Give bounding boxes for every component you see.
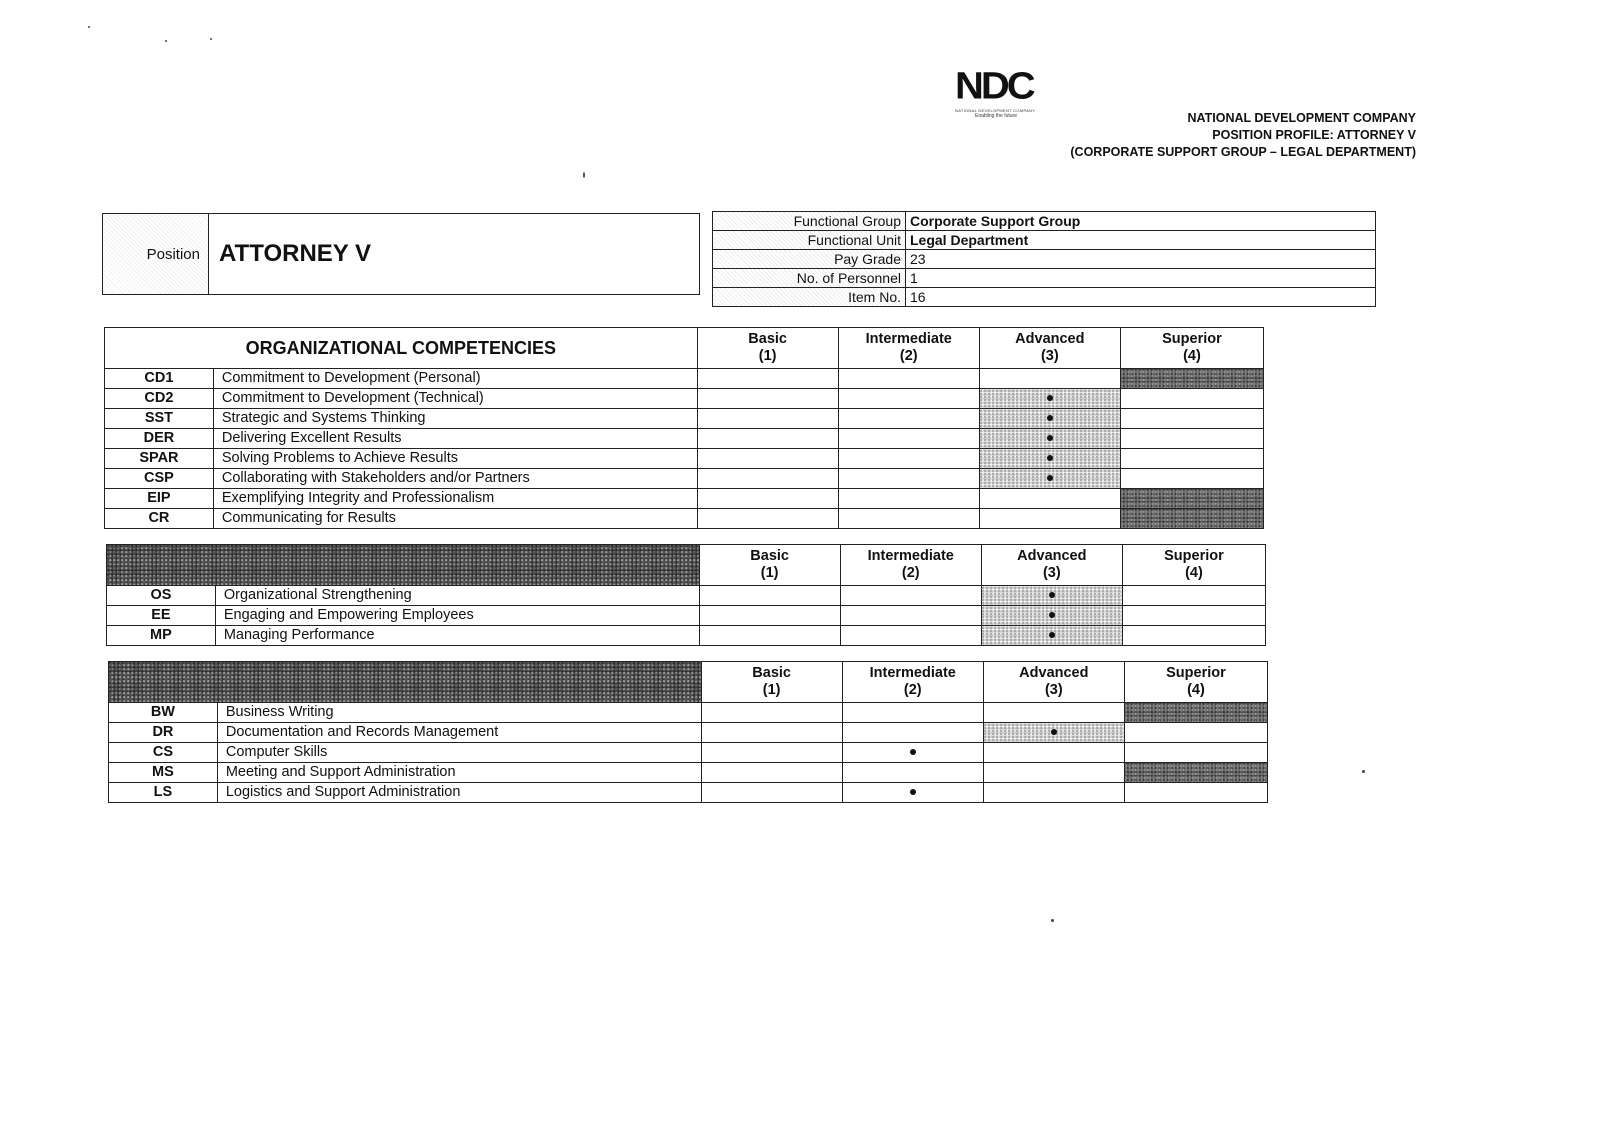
competency-name: Solving Problems to Achieve Results <box>213 449 697 469</box>
level-number: (2) <box>903 682 922 698</box>
level-cell <box>701 743 842 763</box>
level-cell <box>697 489 838 509</box>
competency-code: MP <box>107 626 216 646</box>
required-level-cell <box>1120 489 1263 509</box>
company-heading <box>1070 110 1416 161</box>
level-number: (2) <box>899 348 918 364</box>
level-cell <box>699 586 840 606</box>
level-cell <box>697 369 838 389</box>
competency-code: CS <box>109 743 218 763</box>
level-header <box>983 662 1124 703</box>
level-cell <box>701 723 842 743</box>
level-cell <box>1124 783 1267 803</box>
level-header <box>1120 328 1263 369</box>
info-row <box>713 288 1376 307</box>
level-header <box>838 328 979 369</box>
competency-name: Computer Skills <box>217 743 701 763</box>
scan-speck <box>1362 770 1365 773</box>
level-name: Superior <box>1166 665 1226 681</box>
competency-row <box>105 489 1264 509</box>
info-value: Corporate Support Group <box>906 212 1376 231</box>
level-cell <box>838 409 979 429</box>
level-cell <box>838 469 979 489</box>
competency-name: Business Writing <box>217 703 701 723</box>
competency-name: Collaborating with Stakeholders and/or Partners <box>213 469 697 489</box>
level-cell <box>979 509 1120 529</box>
info-value: 16 <box>906 288 1376 307</box>
competency-row <box>105 509 1264 529</box>
level-cell <box>1120 429 1263 449</box>
level-cell <box>1122 626 1265 646</box>
competency-name: Commitment to Development (Personal) <box>213 369 697 389</box>
competency-row <box>107 606 1266 626</box>
info-value: Legal Department <box>906 231 1376 250</box>
competency-code: DR <box>109 723 218 743</box>
required-level-cell <box>981 626 1122 646</box>
competency-row <box>105 449 1264 469</box>
competency-code: BW <box>109 703 218 723</box>
level-cell <box>699 626 840 646</box>
level-cell <box>1122 586 1265 606</box>
required-level-cell <box>979 449 1120 469</box>
level-marker-dot <box>1047 435 1053 441</box>
level-marker-dot <box>910 749 916 755</box>
level-header <box>1124 662 1267 703</box>
info-value: 1 <box>906 269 1376 288</box>
level-number: (4) <box>1185 565 1203 581</box>
level-cell <box>838 369 979 389</box>
competency-row <box>105 469 1264 489</box>
competency-code: DER <box>105 429 214 449</box>
required-level-cell <box>979 409 1120 429</box>
level-number: (3) <box>1044 682 1063 698</box>
competency-row <box>105 369 1264 389</box>
group-department: (CORPORATE SUPPORT GROUP – LEGAL DEPARTMENT) <box>1070 145 1416 159</box>
level-number: (1) <box>758 348 777 364</box>
competency-row <box>105 389 1264 409</box>
level-cell <box>697 429 838 449</box>
logo-tagline: Enabling the future <box>975 113 1017 119</box>
level-cell <box>983 703 1124 723</box>
level-header <box>979 328 1120 369</box>
level-header <box>981 545 1122 586</box>
required-level-cell <box>981 606 1122 626</box>
competency-name: Delivering Excellent Results <box>213 429 697 449</box>
level-cell <box>1124 723 1267 743</box>
required-level-cell <box>983 723 1124 743</box>
level-cell <box>840 586 981 606</box>
required-level-cell <box>979 389 1120 409</box>
level-cell <box>838 429 979 449</box>
level-cell <box>699 606 840 626</box>
required-level-cell <box>979 429 1120 449</box>
level-marker-dot <box>910 789 916 795</box>
level-cell <box>1122 606 1265 626</box>
level-cell <box>1120 409 1263 429</box>
competency-row <box>107 626 1266 646</box>
level-cell <box>842 703 983 723</box>
competency-code: CD2 <box>105 389 214 409</box>
info-row <box>713 250 1376 269</box>
competency-code: SST <box>105 409 214 429</box>
info-row <box>713 212 1376 231</box>
competency-name: Managing Performance <box>215 626 699 646</box>
position-label: Position <box>103 214 209 294</box>
logo-subtext: NATIONAL DEVELOPMENT COMPANY <box>955 108 1036 113</box>
level-cell <box>979 369 1120 389</box>
level-cell <box>838 509 979 529</box>
level-marker-dot <box>1047 475 1053 481</box>
level-name: Intermediate <box>865 331 952 347</box>
level-cell <box>838 489 979 509</box>
level-marker-dot <box>1049 612 1055 618</box>
level-cell <box>842 763 983 783</box>
level-cell <box>701 783 842 803</box>
scan-speck <box>210 38 212 40</box>
ndc-logo <box>955 66 1075 126</box>
info-label: Functional Unit <box>713 231 906 250</box>
level-number: (3) <box>1042 565 1061 581</box>
level-header <box>842 662 983 703</box>
level-cell <box>697 469 838 489</box>
logo-mark: NDC <box>955 65 1033 107</box>
required-level-cell <box>1120 369 1263 389</box>
level-cell <box>1120 449 1263 469</box>
info-label: Item No. <box>713 288 906 307</box>
info-value: 23 <box>906 250 1376 269</box>
level-name: Intermediate <box>869 665 956 681</box>
competency-group-title <box>109 662 702 703</box>
info-label: Pay Grade <box>713 250 906 269</box>
competency-group-title: ORGANIZATIONAL COMPETENCIES <box>105 328 698 369</box>
position-info-table <box>712 211 1376 307</box>
level-marker-dot <box>1049 632 1055 638</box>
scan-speck <box>1051 919 1054 922</box>
competency-row <box>107 586 1266 606</box>
competency-code: OS <box>107 586 216 606</box>
company-name: NATIONAL DEVELOPMENT COMPANY <box>1187 111 1416 125</box>
level-name: Superior <box>1164 548 1224 564</box>
level-marker-dot <box>1047 415 1053 421</box>
level-cell <box>842 783 983 803</box>
competency-row <box>109 723 1268 743</box>
required-level-cell <box>979 469 1120 489</box>
level-cell <box>697 449 838 469</box>
competency-row <box>109 783 1268 803</box>
organizational-competencies-table <box>104 327 1264 529</box>
level-number: (4) <box>1183 348 1201 364</box>
level-header <box>699 545 840 586</box>
competency-name: Engaging and Empowering Employees <box>215 606 699 626</box>
required-level-cell <box>1124 763 1267 783</box>
required-level-cell <box>1120 509 1263 529</box>
competency-row <box>105 409 1264 429</box>
required-level-cell <box>981 586 1122 606</box>
level-marker-dot <box>1047 455 1053 461</box>
level-header <box>840 545 981 586</box>
competency-code: EE <box>107 606 216 626</box>
competency-code: SPAR <box>105 449 214 469</box>
competency-code: CD1 <box>105 369 214 389</box>
leadership-competencies-table <box>106 544 1266 646</box>
technical-competencies-table <box>108 661 1268 803</box>
level-cell <box>840 606 981 626</box>
level-name: Intermediate <box>867 548 954 564</box>
level-cell <box>701 763 842 783</box>
level-cell <box>983 763 1124 783</box>
scan-speck <box>165 40 167 42</box>
required-level-cell <box>1124 703 1267 723</box>
competency-name: Documentation and Records Management <box>217 723 701 743</box>
competency-row <box>105 429 1264 449</box>
level-header <box>701 662 842 703</box>
info-row <box>713 269 1376 288</box>
competency-row <box>109 743 1268 763</box>
competency-code: CR <box>105 509 214 529</box>
competency-name: Exemplifying Integrity and Professionalism <box>213 489 697 509</box>
level-marker-dot <box>1047 395 1053 401</box>
level-cell <box>838 449 979 469</box>
position-box <box>102 213 700 295</box>
competency-code: LS <box>109 783 218 803</box>
competency-row <box>109 763 1268 783</box>
level-marker-dot <box>1049 592 1055 598</box>
level-name: Advanced <box>1019 665 1089 681</box>
position-title: ATTORNEY V <box>219 240 372 267</box>
level-header <box>697 328 838 369</box>
info-label: Functional Group <box>713 212 906 231</box>
level-cell <box>840 626 981 646</box>
level-cell <box>1120 469 1263 489</box>
level-cell <box>838 389 979 409</box>
level-cell <box>979 489 1120 509</box>
level-name: Superior <box>1162 331 1222 347</box>
level-name: Basic <box>748 331 787 347</box>
level-cell <box>842 743 983 763</box>
competency-group-title <box>107 545 700 586</box>
competency-code: MS <box>109 763 218 783</box>
level-number: (3) <box>1040 348 1059 364</box>
level-cell <box>697 409 838 429</box>
level-number: (4) <box>1187 682 1205 698</box>
level-cell <box>1120 389 1263 409</box>
competency-name: Strategic and Systems Thinking <box>213 409 697 429</box>
level-cell <box>697 389 838 409</box>
profile-title: POSITION PROFILE: ATTORNEY V <box>1212 128 1416 142</box>
competency-code: CSP <box>105 469 214 489</box>
level-header <box>1122 545 1265 586</box>
competency-name: Communicating for Results <box>213 509 697 529</box>
level-cell <box>701 703 842 723</box>
level-number: (1) <box>762 682 781 698</box>
competency-name: Meeting and Support Administration <box>217 763 701 783</box>
level-cell <box>1124 743 1267 763</box>
level-name: Basic <box>750 548 789 564</box>
competency-row <box>109 703 1268 723</box>
competency-name: Logistics and Support Administration <box>217 783 701 803</box>
level-name: Basic <box>752 665 791 681</box>
level-cell <box>842 723 983 743</box>
level-name: Advanced <box>1017 548 1087 564</box>
scan-speck <box>583 172 585 178</box>
competency-name: Commitment to Development (Technical) <box>213 389 697 409</box>
level-cell <box>983 743 1124 763</box>
level-marker-dot <box>1051 729 1057 735</box>
level-cell <box>983 783 1124 803</box>
competency-name: Organizational Strengthening <box>215 586 699 606</box>
level-name: Advanced <box>1015 331 1085 347</box>
level-number: (1) <box>760 565 779 581</box>
level-number: (2) <box>901 565 920 581</box>
level-cell <box>697 509 838 529</box>
info-label: No. of Personnel <box>713 269 906 288</box>
scan-speck <box>88 26 90 28</box>
competency-code: EIP <box>105 489 214 509</box>
info-row <box>713 231 1376 250</box>
